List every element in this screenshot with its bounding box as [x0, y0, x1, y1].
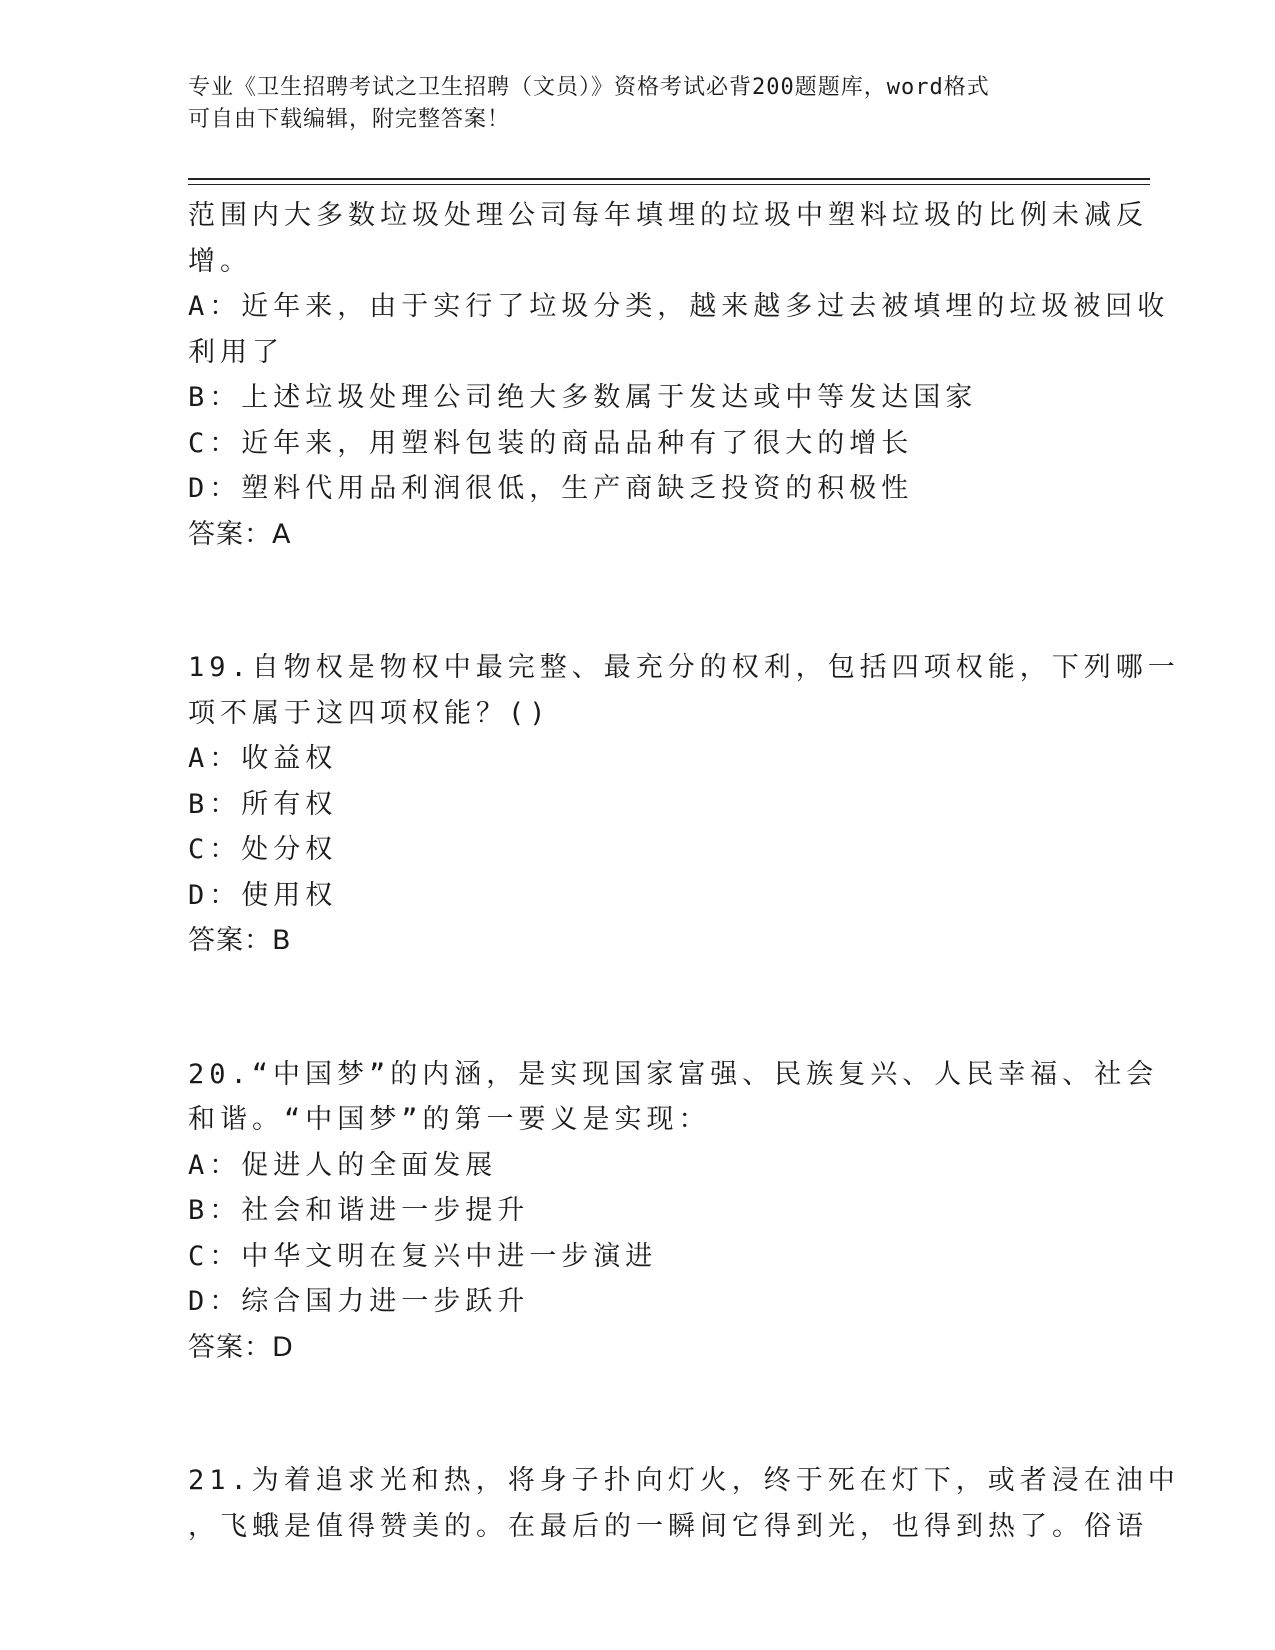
header-title-line-2: 可自由下载编辑，附完整答案！: [188, 107, 511, 132]
question-stem-line: 20.“中国梦”的内涵，是实现国家富强、民族复兴、人民幸福、社会: [188, 1058, 1159, 1090]
option-c: C：处分权: [188, 834, 338, 865]
option-c: C：近年来，用塑料包装的商品品种有了很大的增长: [188, 427, 914, 459]
option-a: A：促进人的全面发展: [188, 1149, 498, 1181]
question-stem-line: 和谐。“中国梦”的第一要义是实现：: [188, 1104, 711, 1135]
question-spacer: [188, 1370, 1088, 1458]
question-spacer: [188, 557, 1088, 645]
option-d: D：使用权: [188, 879, 338, 911]
option-b: B：社会和谐进一步提升: [188, 1195, 530, 1226]
document-header: [188, 72, 1088, 136]
option-b: B：所有权: [188, 788, 338, 820]
option-a: A：收益权: [188, 743, 338, 774]
header-rule-thin: [188, 184, 1150, 185]
option-b: B：上述垃圾处理公司绝大多数属于发达或中等发达国家: [188, 382, 978, 413]
answer-label: 答案：D: [188, 1331, 294, 1363]
option-a: A：近年来，由于实行了垃圾分类，越来越多过去被填埋的垃圾被回收: [188, 291, 1170, 322]
question-stem-line: 19.自物权是物权中最完整、最充分的权利，包括四项权能，下列哪一: [188, 652, 1180, 683]
question-21: [188, 1458, 1180, 1549]
question-19: [188, 645, 1180, 964]
question-stem-line: ，飞蛾是值得赞美的。在最后的一瞬间它得到光，也得到热了。俗语: [188, 1510, 1148, 1542]
answer-label: 答案：B: [188, 925, 292, 956]
option-a-continuation: 利用了: [188, 336, 284, 368]
option-d: D：综合国力进一步跃升: [188, 1286, 530, 1317]
question-stem-line: 21.为着追求光和热，将身子扑向灯火，终于死在灯下，或者浸在油中: [188, 1465, 1180, 1496]
header-title-line-1: 专业《卫生招聘考试之卫生招聘（文员）》资格考试必背200题题库，word格式: [188, 75, 990, 100]
option-d: D：塑料代用品利润很低，生产商缺乏投资的积极性: [188, 473, 914, 504]
question-18-continuation: [188, 193, 1170, 557]
header-rule-thick: [188, 178, 1150, 180]
question-stem-line: 项不属于这四项权能？(): [188, 697, 551, 729]
document-body: [188, 193, 1180, 1549]
question-stem-line: 增。: [188, 245, 252, 277]
question-spacer: [188, 964, 1088, 1052]
question-stem-line: 范围内大多数垃圾处理公司每年填埋的垃圾中塑料垃圾的比例未减反: [188, 200, 1148, 231]
question-20: [188, 1052, 1159, 1371]
answer-label: 答案：A: [188, 518, 292, 550]
option-c: C：中华文明在复兴中进一步演进: [188, 1240, 658, 1272]
